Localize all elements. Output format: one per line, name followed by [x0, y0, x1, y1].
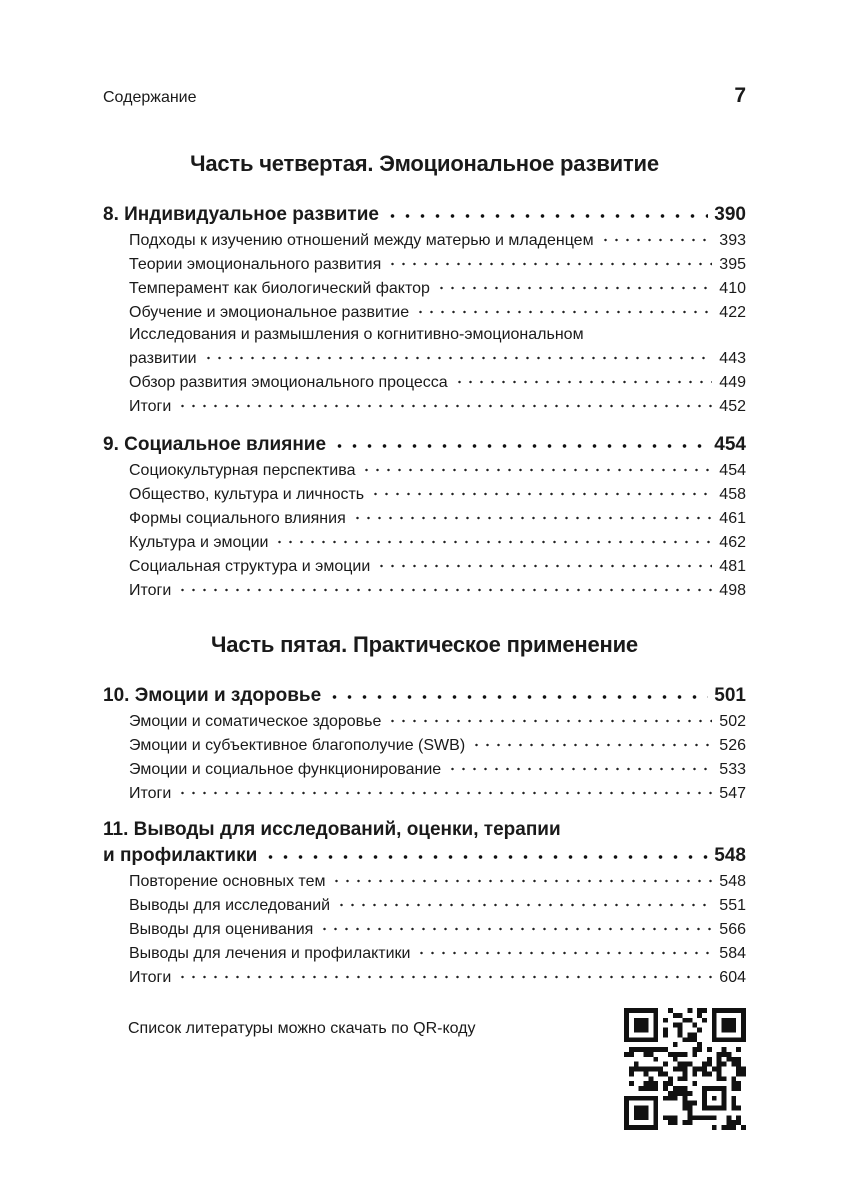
toc-section[interactable] — [103, 392, 746, 416]
section-page: 454 — [719, 462, 746, 479]
chapter-title: 9. Социальное влияние — [103, 434, 327, 455]
dot-leader — [471, 739, 712, 751]
qr-code-icon[interactable] — [624, 1008, 746, 1130]
chapter-page: 548 — [714, 845, 746, 866]
dot-leader — [447, 763, 712, 775]
toc-section[interactable] — [103, 344, 746, 368]
toc-section[interactable] — [103, 298, 746, 322]
toc-section[interactable] — [103, 504, 746, 528]
section-title: Формы социального влияния — [129, 510, 346, 527]
dot-leader — [336, 899, 712, 911]
dot-leader — [387, 715, 712, 727]
dot-leader — [327, 691, 708, 703]
section-title: Теории эмоционального развития — [129, 256, 382, 273]
section-title: Обзор развития эмоционального процесса — [129, 374, 448, 391]
section-title: Темперамент как биологический фактор — [129, 280, 430, 297]
toc-chapter[interactable] — [103, 196, 746, 226]
section-title: Социальная структура и эмоции — [129, 558, 371, 575]
section-title: Выводы для лечения и профилактики — [129, 945, 411, 962]
section-page: 547 — [719, 785, 746, 802]
toc-chapter[interactable] — [103, 677, 746, 707]
toc-part-5 — [103, 677, 746, 987]
section-title: Итоги — [129, 398, 172, 415]
section-title: Итоги — [129, 785, 172, 802]
section-page: 551 — [719, 897, 746, 914]
section-title-line[interactable]: Исследования и размышления о когнитивно-эмоциональном — [129, 326, 584, 343]
running-title: Содержание — [103, 89, 197, 106]
page-header — [103, 84, 746, 110]
section-page: 393 — [719, 232, 746, 249]
dot-leader — [454, 376, 712, 388]
section-title: Подходы к изучению отношений между матерью и младенцем — [129, 232, 594, 249]
dot-leader — [177, 971, 712, 983]
section-title: Повторение основных тем — [129, 873, 326, 890]
chapter-title-line[interactable]: 11. Выводы для исследований, оценки, терапии — [103, 819, 561, 840]
part-title: Часть пятая. Практическое применение — [211, 632, 638, 657]
dot-leader — [436, 282, 712, 294]
dot-leader — [385, 210, 708, 222]
spacer — [103, 416, 746, 426]
section-title: Эмоции и социальное функционирование — [129, 761, 442, 778]
section-title: Культура и эмоции — [129, 534, 269, 551]
section-page: 481 — [719, 558, 746, 575]
section-page: 422 — [719, 304, 746, 321]
part-title: Часть четвертая. Эмоциональное развитие — [190, 151, 659, 176]
dot-leader — [177, 787, 712, 799]
chapter-page: 501 — [714, 685, 746, 706]
dot-leader — [370, 488, 712, 500]
toc-chapter[interactable] — [103, 841, 746, 867]
toc-section[interactable] — [103, 456, 746, 480]
qr-note: Список литературы можно скачать по QR-коду — [128, 1020, 476, 1037]
section-page: 461 — [719, 510, 746, 527]
section-page: 498 — [719, 582, 746, 599]
toc-section[interactable] — [103, 891, 746, 915]
toc-section[interactable] — [103, 368, 746, 392]
dot-leader — [274, 536, 712, 548]
section-title: Социокультурная перспектива — [129, 462, 356, 479]
toc-section[interactable] — [103, 779, 746, 803]
dot-leader — [352, 512, 712, 524]
toc-section[interactable] — [103, 552, 746, 576]
dot-leader — [203, 352, 712, 364]
dot-leader — [331, 875, 712, 887]
dot-leader — [415, 306, 712, 318]
section-title: Эмоции и субъективное благополучие (SWB) — [129, 737, 466, 754]
section-page: 548 — [719, 873, 746, 890]
chapter-title: 10. Эмоции и здоровье — [103, 685, 322, 706]
section-title: Выводы для оценивания — [129, 921, 314, 938]
chapter-title: и профилактики — [103, 845, 258, 866]
dot-leader — [600, 234, 712, 246]
section-title: Общество, культура и личность — [129, 486, 365, 503]
section-title: Эмоции и соматическое здоровье — [129, 713, 382, 730]
dot-leader — [361, 464, 712, 476]
toc-section[interactable] — [103, 915, 746, 939]
dot-leader — [263, 851, 708, 863]
chapter-title: 8. Индивидуальное развитие — [103, 204, 379, 225]
section-page: 443 — [719, 350, 746, 367]
section-title: развитии — [129, 350, 197, 367]
toc-section[interactable] — [103, 576, 746, 600]
dot-leader — [177, 584, 712, 596]
toc-section[interactable] — [103, 250, 746, 274]
section-page: 502 — [719, 713, 746, 730]
toc-chapter[interactable] — [103, 426, 746, 456]
section-title: Обучение и эмоциональное развитие — [129, 304, 410, 321]
toc-section[interactable] — [103, 755, 746, 779]
section-title: Итоги — [129, 969, 172, 986]
page-number: 7 — [734, 84, 746, 107]
section-page: 533 — [719, 761, 746, 778]
toc-section[interactable] — [103, 707, 746, 731]
chapter-page: 390 — [714, 204, 746, 225]
section-page: 449 — [719, 374, 746, 391]
dot-leader — [416, 947, 712, 959]
section-page: 462 — [719, 534, 746, 551]
dot-leader — [387, 258, 712, 270]
toc-section[interactable] — [103, 731, 746, 755]
section-page: 395 — [719, 256, 746, 273]
chapter-page: 454 — [714, 434, 746, 455]
section-page: 584 — [719, 945, 746, 962]
dot-leader — [376, 560, 712, 572]
section-page: 604 — [719, 969, 746, 986]
section-page: 566 — [719, 921, 746, 938]
spacer — [103, 803, 746, 813]
toc-section[interactable] — [103, 528, 746, 552]
section-page: 452 — [719, 398, 746, 415]
toc-section[interactable] — [103, 867, 746, 891]
section-page: 458 — [719, 486, 746, 503]
section-page: 526 — [719, 737, 746, 754]
dot-leader — [177, 400, 712, 412]
toc-section[interactable] — [103, 939, 746, 963]
section-page: 410 — [719, 280, 746, 297]
toc-section[interactable] — [103, 274, 746, 298]
section-title: Выводы для исследований — [129, 897, 331, 914]
toc-section[interactable] — [103, 480, 746, 504]
section-title: Итоги — [129, 582, 172, 599]
dot-leader — [332, 440, 708, 452]
toc-section[interactable] — [103, 963, 746, 987]
dot-leader — [319, 923, 712, 935]
toc-section[interactable] — [103, 226, 746, 250]
toc-part-4 — [103, 196, 746, 600]
